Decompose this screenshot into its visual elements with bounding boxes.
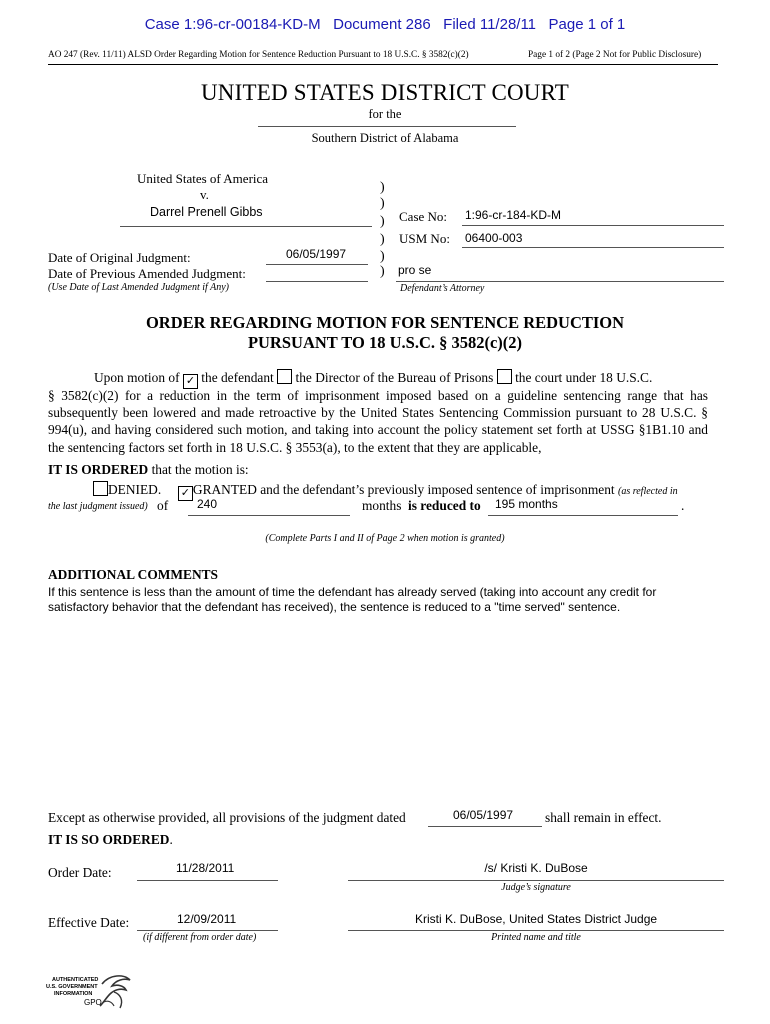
caption-paren: ) — [380, 232, 385, 247]
caption-paren: ) — [380, 264, 385, 279]
usm-no-label: USM No: — [399, 231, 450, 246]
of-label: of — [157, 498, 169, 513]
director-option-label: the Director of the Bureau of Prisons — [295, 370, 494, 385]
gpo-logo-line: INFORMATION — [54, 991, 93, 997]
upon-motion-label: Upon motion of — [94, 370, 180, 385]
last-judgment-note: the last judgment issued) — [48, 501, 148, 512]
order-date-value: 11/28/2011 — [176, 861, 235, 875]
district-name: Southern District of Alabama — [311, 131, 459, 145]
attorney-label: Defendant’s Attorney — [400, 283, 485, 294]
motion-line — [94, 369, 652, 389]
case-no-value: 1:96-cr-184-KD-M — [465, 208, 562, 222]
except-text: Except as otherwise provided, all provisions of the judgment dated — [48, 810, 406, 825]
gpo-mark: GPO — [84, 998, 102, 1007]
case-no-label: Case No: — [399, 209, 448, 224]
previous-amended-rule — [266, 281, 368, 282]
sentence-period: . — [681, 498, 685, 513]
director-checkbox[interactable] — [277, 369, 292, 384]
caption-paren: ) — [380, 214, 385, 229]
comments-heading: ADDITIONAL COMMENTS — [48, 567, 219, 582]
defendant-name: Darrel Prenell Gibbs — [150, 205, 263, 219]
filing-stamp: Case 1:96-cr-00184-KD-M Document 286 Filed 11/28/11 Page 1 of 1 — [144, 16, 626, 33]
judgment-date-value: 06/05/1997 — [453, 808, 514, 822]
caption-paren: ) — [380, 249, 385, 264]
effective-date-label: Effective Date: — [48, 915, 130, 930]
previous-sentence-rule — [188, 515, 350, 516]
plaintiff-name: United States of America — [137, 171, 269, 186]
order-date-rule — [137, 880, 278, 881]
original-judgment-rule — [266, 264, 368, 265]
it-is-ordered: IT IS ORDERED — [48, 462, 149, 477]
case-no-rule — [462, 225, 724, 226]
reduced-to-label: is reduced to — [408, 498, 481, 513]
previous-amended-label: Date of Previous Amended Judgment: — [48, 266, 246, 281]
district-rule — [258, 126, 516, 127]
ordered-line — [48, 462, 249, 478]
effective-date-note: (if different from order date) — [143, 932, 257, 943]
original-judgment-date: 06/05/1997 — [286, 247, 347, 261]
attorney-value: pro se — [398, 263, 432, 277]
usm-no-value: 06400-003 — [465, 231, 523, 245]
complete-parts-note: (Complete Parts I and II of Page 2 when motion is granted) — [265, 533, 505, 544]
signature-rule — [348, 880, 724, 881]
new-sentence-value: 195 months — [495, 497, 558, 511]
motion-body: § 3582(c)(2) for a reduction in the term of imprisonment imposed based on a guideline sentencing range that has subsequently been lowered and made retroactive by the United States Sentencing Commission pursuant to 28 U.S.C. § 994(u), and having considered such motion, and taking into account the policy statement set forth at USSG §1B1.10 and the sentencing factors set forth in 18 U.S.C. § 3553(a), to the extent that they are applicable, — [48, 388, 708, 455]
court-option-label: the court under 18 U.S.C. — [515, 370, 653, 385]
original-judgment-label: Date of Original Judgment: — [48, 250, 191, 265]
reflected-note: (as reflected in — [617, 486, 678, 497]
for-the-label: for the — [368, 107, 402, 121]
caption-paren: ) — [380, 180, 385, 195]
comments-text: If this sentence is less than the amount of time the defendant has already served (taking into account any credit for satisfactory behavior that the defendant has received), the sentence is reduced to a "time served" sentence. — [48, 585, 657, 614]
remain-text: shall remain in effect. — [545, 810, 662, 825]
so-ordered: IT IS SO ORDERED — [48, 832, 170, 847]
granted-checkbox[interactable]: ✓ — [178, 486, 193, 501]
printed-name-rule — [348, 930, 724, 931]
amended-date-note: (Use Date of Last Amended Judgment if Any) — [48, 282, 229, 293]
caption-paren: ) — [380, 196, 385, 211]
judge-signature: /s/ Kristi K. DuBose — [484, 861, 588, 875]
attorney-rule — [396, 281, 724, 282]
denied-checkbox[interactable] — [93, 481, 108, 496]
defendant-option-label: the defendant — [201, 370, 274, 385]
order-title-line2: PURSUANT TO 18 U.S.C. § 3582(c)(2) — [247, 333, 523, 352]
gpo-logo — [44, 970, 134, 1016]
so-ordered-line — [48, 832, 173, 848]
defendant-rule — [120, 226, 372, 227]
so-ordered-period: . — [169, 832, 173, 847]
months-label: months — [362, 498, 402, 513]
order-title-line1: ORDER REGARDING MOTION FOR SENTENCE REDUCTION — [145, 313, 625, 332]
court-title: UNITED STATES DISTRICT COURT — [200, 80, 570, 105]
new-sentence-rule — [488, 515, 678, 516]
gpo-logo-line: AUTHENTICATED — [52, 977, 99, 983]
judgment-date-rule — [428, 826, 542, 827]
form-header-rule — [48, 64, 718, 65]
order-date-label: Order Date: — [48, 865, 112, 880]
effective-date-value: 12/09/2011 — [177, 912, 237, 926]
usm-no-rule — [462, 247, 724, 248]
versus-label: v. — [200, 187, 209, 202]
motion-is-label: that the motion is: — [148, 462, 249, 477]
form-header-left: AO 247 (Rev. 11/11) ALSD Order Regarding Motion for Sentence Reduction Pursuant to 18 U.S.C. § 3582(c)(2) — [48, 50, 469, 60]
form-header-right: Page 1 of 2 (Page 2 Not for Public Disclosure) — [528, 50, 702, 60]
granted-label: GRANTED and the defendant’s previously imposed sentence of imprisonment — [192, 482, 615, 497]
signature-label: Judge’s signature — [501, 882, 571, 893]
previous-sentence-value: 240 — [197, 497, 218, 511]
denied-label: DENIED. — [108, 482, 162, 497]
gpo-logo-line: U.S. GOVERNMENT — [46, 984, 98, 990]
printed-name-value: Kristi K. DuBose, United States District Judge — [414, 912, 658, 926]
effective-date-rule — [137, 930, 278, 931]
court-checkbox[interactable] — [497, 369, 512, 384]
printed-name-label: Printed name and title — [491, 932, 581, 943]
defendant-checkbox[interactable]: ✓ — [183, 374, 198, 389]
